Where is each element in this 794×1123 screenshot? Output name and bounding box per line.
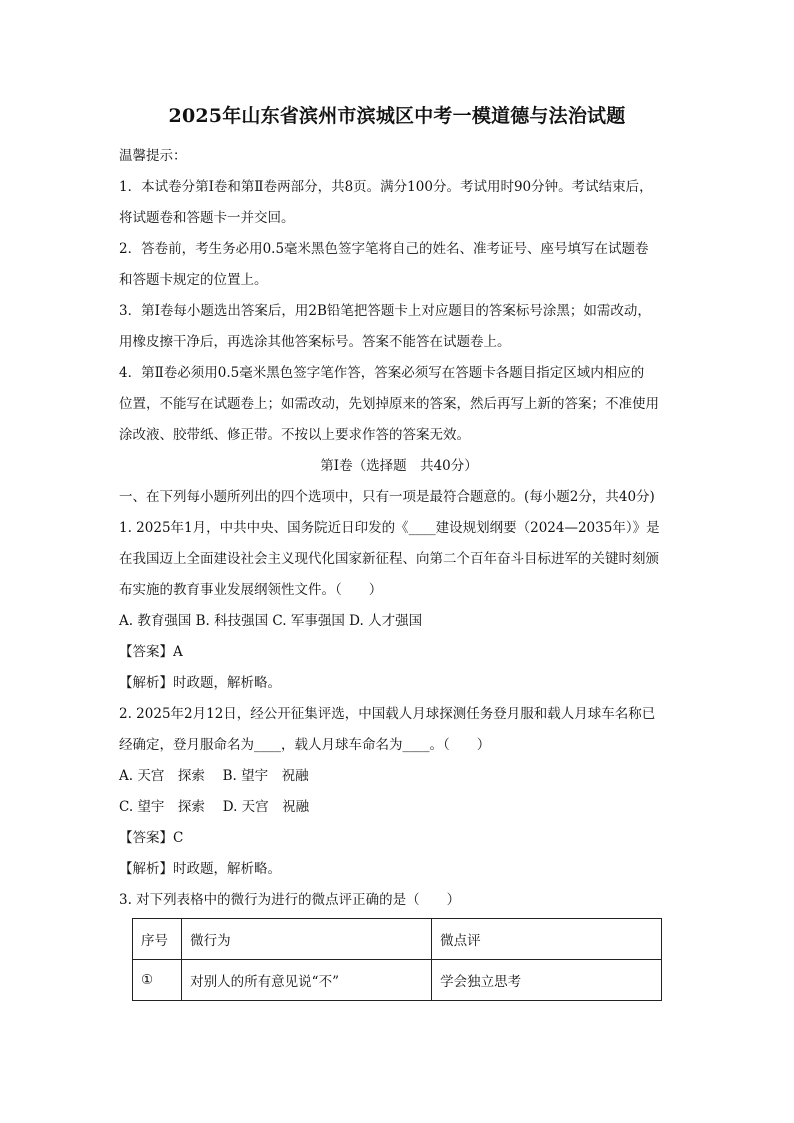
question-3-table	[132, 918, 662, 1001]
question-1-line-1: 1. 2025年1月，中共中央、国务院近日印发的《____建设规划纲要（2024—2035年）》是	[119, 520, 660, 536]
question-2-options-ab: A. 天宫 探索 B. 望宇 祝融	[119, 768, 309, 784]
table-header-cell: 微点评	[432, 919, 662, 960]
document-body	[119, 141, 679, 916]
question-1-analysis: 【解析】时政题，解析略。	[119, 675, 281, 691]
tips-heading: 温馨提示：	[119, 148, 187, 164]
tip-2-line-1: 2．答卷前，考生务必用0.5毫米黑色签字笔将自己的姓名、准考证号、座号填写在试题卷	[119, 241, 649, 257]
table-cell: 对别人的所有意见说“不”	[182, 960, 432, 1001]
tip-3-line-1: 3．第Ⅰ卷每小题选出答案后，用2B铅笔把答题卡上对应题目的答案标号涂黑；如需改动，	[119, 303, 651, 319]
question-2-answer: 【答案】C	[119, 830, 184, 846]
question-3-line-1: 3. 对下列表格中的微行为进行的微点评正确的是（ ）	[119, 892, 461, 908]
tip-3-line-2: 用橡皮擦干净后，再选涂其他答案标号。答案不能答在试题卷上。	[119, 334, 511, 350]
table-header-row	[133, 919, 662, 960]
table-header-cell: 序号	[133, 919, 182, 960]
table-header-cell: 微行为	[182, 919, 432, 960]
table-row	[133, 960, 662, 1001]
question-2-line-1: 2. 2025年2月12日，经公开征集评选，中国载人月球探测任务登月服和载人月球车名称已	[119, 706, 656, 722]
tip-4-line-2: 位置，不能写在试题卷上；如需改动，先划掉原来的答案，然后再写上新的答案；不准使用	[119, 396, 659, 412]
tip-4-line-1: 4．第Ⅱ卷必须用0.5毫米黑色签字笔作答，答案必须写在答题卡各题目指定区域内相应的	[119, 365, 645, 381]
question-2-options-cd: C. 望宇 探索 D. 天宫 祝融	[119, 799, 310, 815]
document-title: 2025年山东省滨州市滨城区中考一模道德与法治试题	[168, 105, 626, 127]
tip-2-line-2: 和答题卡规定的位置上。	[119, 272, 268, 288]
tip-4-line-3: 涂改液、胶带纸、修正带。不按以上要求作答的答案无效。	[119, 427, 470, 443]
question-1-answer: 【答案】A	[119, 644, 183, 660]
part-instruction: 一、在下列每小题所列出的四个选项中，只有一项是最符合题意的。(每小题2分，共40分)	[119, 489, 655, 505]
tip-1-line-1: 1．本试卷分第Ⅰ卷和第Ⅱ卷两部分，共8页。满分100分。考试用时90分钟。考试结束后，	[119, 179, 653, 195]
tip-1-line-2: 将试题卷和答题卡一并交回。	[119, 210, 295, 226]
question-1-line-2: 在我国迈上全面建设社会主义现代化国家新征程、向第二个百年奋斗目标进军的关键时刻颁	[119, 551, 659, 567]
question-1-line-3: 布实施的教育事业发展纲领性文件。（ ）	[119, 582, 383, 598]
question-2-line-2: 经确定，登月服命名为____，载人月球车命名为____。（ ）	[119, 737, 491, 753]
table-cell: ①	[133, 960, 182, 1001]
question-2-analysis: 【解析】时政题，解析略。	[119, 861, 281, 877]
table-cell: 学会独立思考	[432, 960, 662, 1001]
section-heading: 第Ⅰ卷（选择题 共40分）	[320, 458, 478, 474]
question-1-options: A. 教育强国 B. 科技强国 C. 军事强国 D. 人才强国	[119, 613, 423, 629]
